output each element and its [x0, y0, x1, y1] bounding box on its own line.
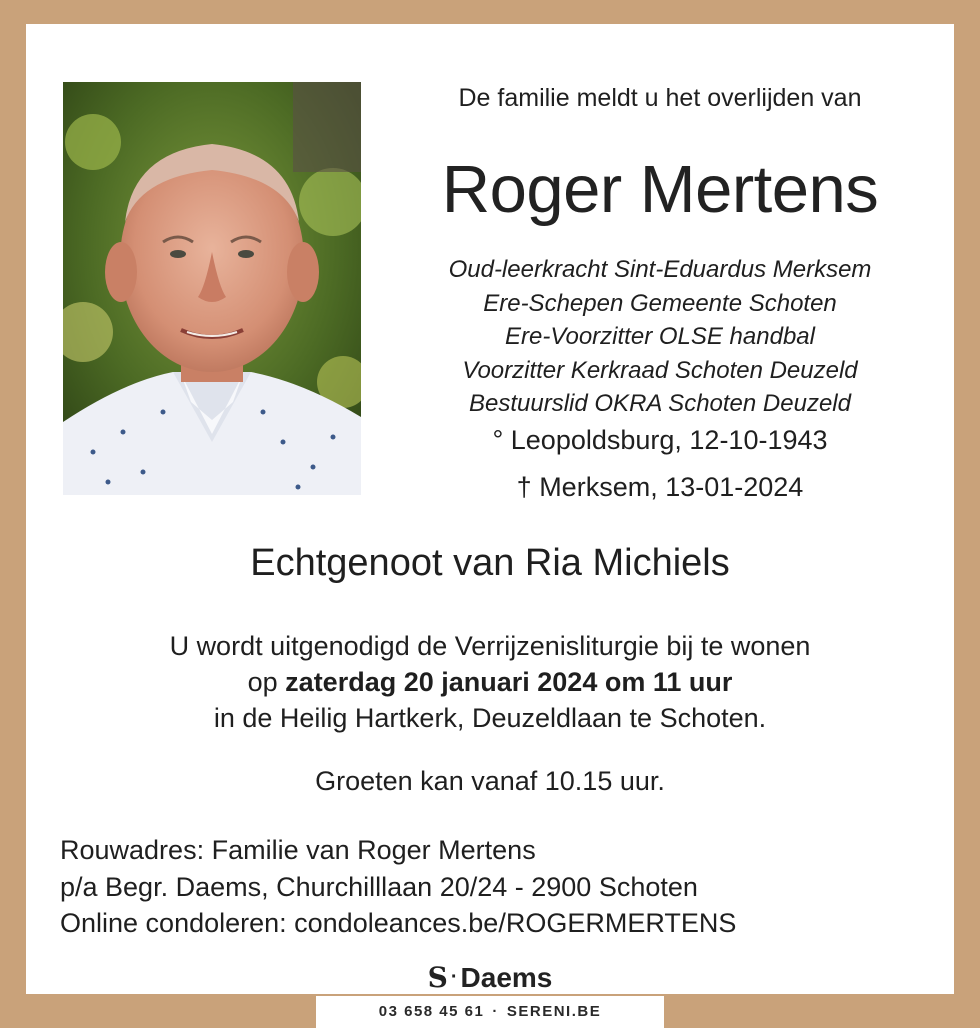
- spouse-line: Echtgenoot van Ria Michiels: [250, 542, 730, 584]
- greeting-line: Groeten kan vanaf 10.15 uur.: [315, 766, 665, 796]
- logo-mark: S: [427, 961, 448, 994]
- deceased-name: Roger Mertens: [441, 152, 879, 227]
- title-item: Ere-Voorzitter OLSE handbal: [505, 323, 815, 350]
- title-item: Bestuurslid OKRA Schoten Deuzeld: [469, 390, 851, 417]
- titles-list: [366, 253, 954, 421]
- obituary-card: [26, 24, 954, 994]
- logo-dot: ·: [450, 966, 458, 988]
- funeral-home-logo: [26, 960, 954, 995]
- logo-text: Daems: [460, 962, 553, 993]
- address-line-1: Rouwadres: Familie van Roger Mertens: [60, 835, 536, 865]
- footer-phone: 03 658 45 61: [378, 1003, 485, 1020]
- title-item: Ere-Schepen Gemeente Schoten: [483, 289, 837, 317]
- address-line-2: p/a Begr. Daems, Churchilllaan 20/24 - 2900 Schoten: [60, 871, 698, 902]
- invitation-prefix: op: [247, 667, 278, 697]
- portrait-photo: [63, 82, 361, 495]
- footer-separator: ·: [492, 1003, 499, 1020]
- address-block: [60, 832, 940, 942]
- ceremony-datetime: zaterdag 20 januari 2024 om 11 uur: [285, 667, 733, 697]
- invitation-block: [26, 628, 954, 736]
- invitation-line-3: in de Heilig Hartkerk, Deuzeldlaan te Schoten.: [213, 703, 767, 733]
- footer-bar: [316, 996, 664, 1028]
- birth-line: ° Leopoldsburg, 12-10-1943: [492, 425, 828, 455]
- portrait-illustration: [63, 82, 361, 495]
- footer-site: SERENI.BE: [506, 1003, 602, 1020]
- title-item: Voorzitter Kerkraad Schoten Deuzeld: [462, 356, 858, 384]
- address-line-3: Online condoleren: condoleances.be/ROGERMERTENS: [60, 908, 737, 938]
- intro-text: De familie meldt u het overlijden van: [458, 84, 862, 112]
- invitation-line-1: U wordt uitgenodigd de Verrijzenisliturgie bij te wonen: [169, 631, 811, 661]
- death-line: † Merksem, 13-01-2024: [516, 472, 804, 502]
- invitation-line-2: [26, 664, 954, 700]
- title-item: Oud-leerkracht Sint-Eduardus Merksem: [448, 256, 872, 283]
